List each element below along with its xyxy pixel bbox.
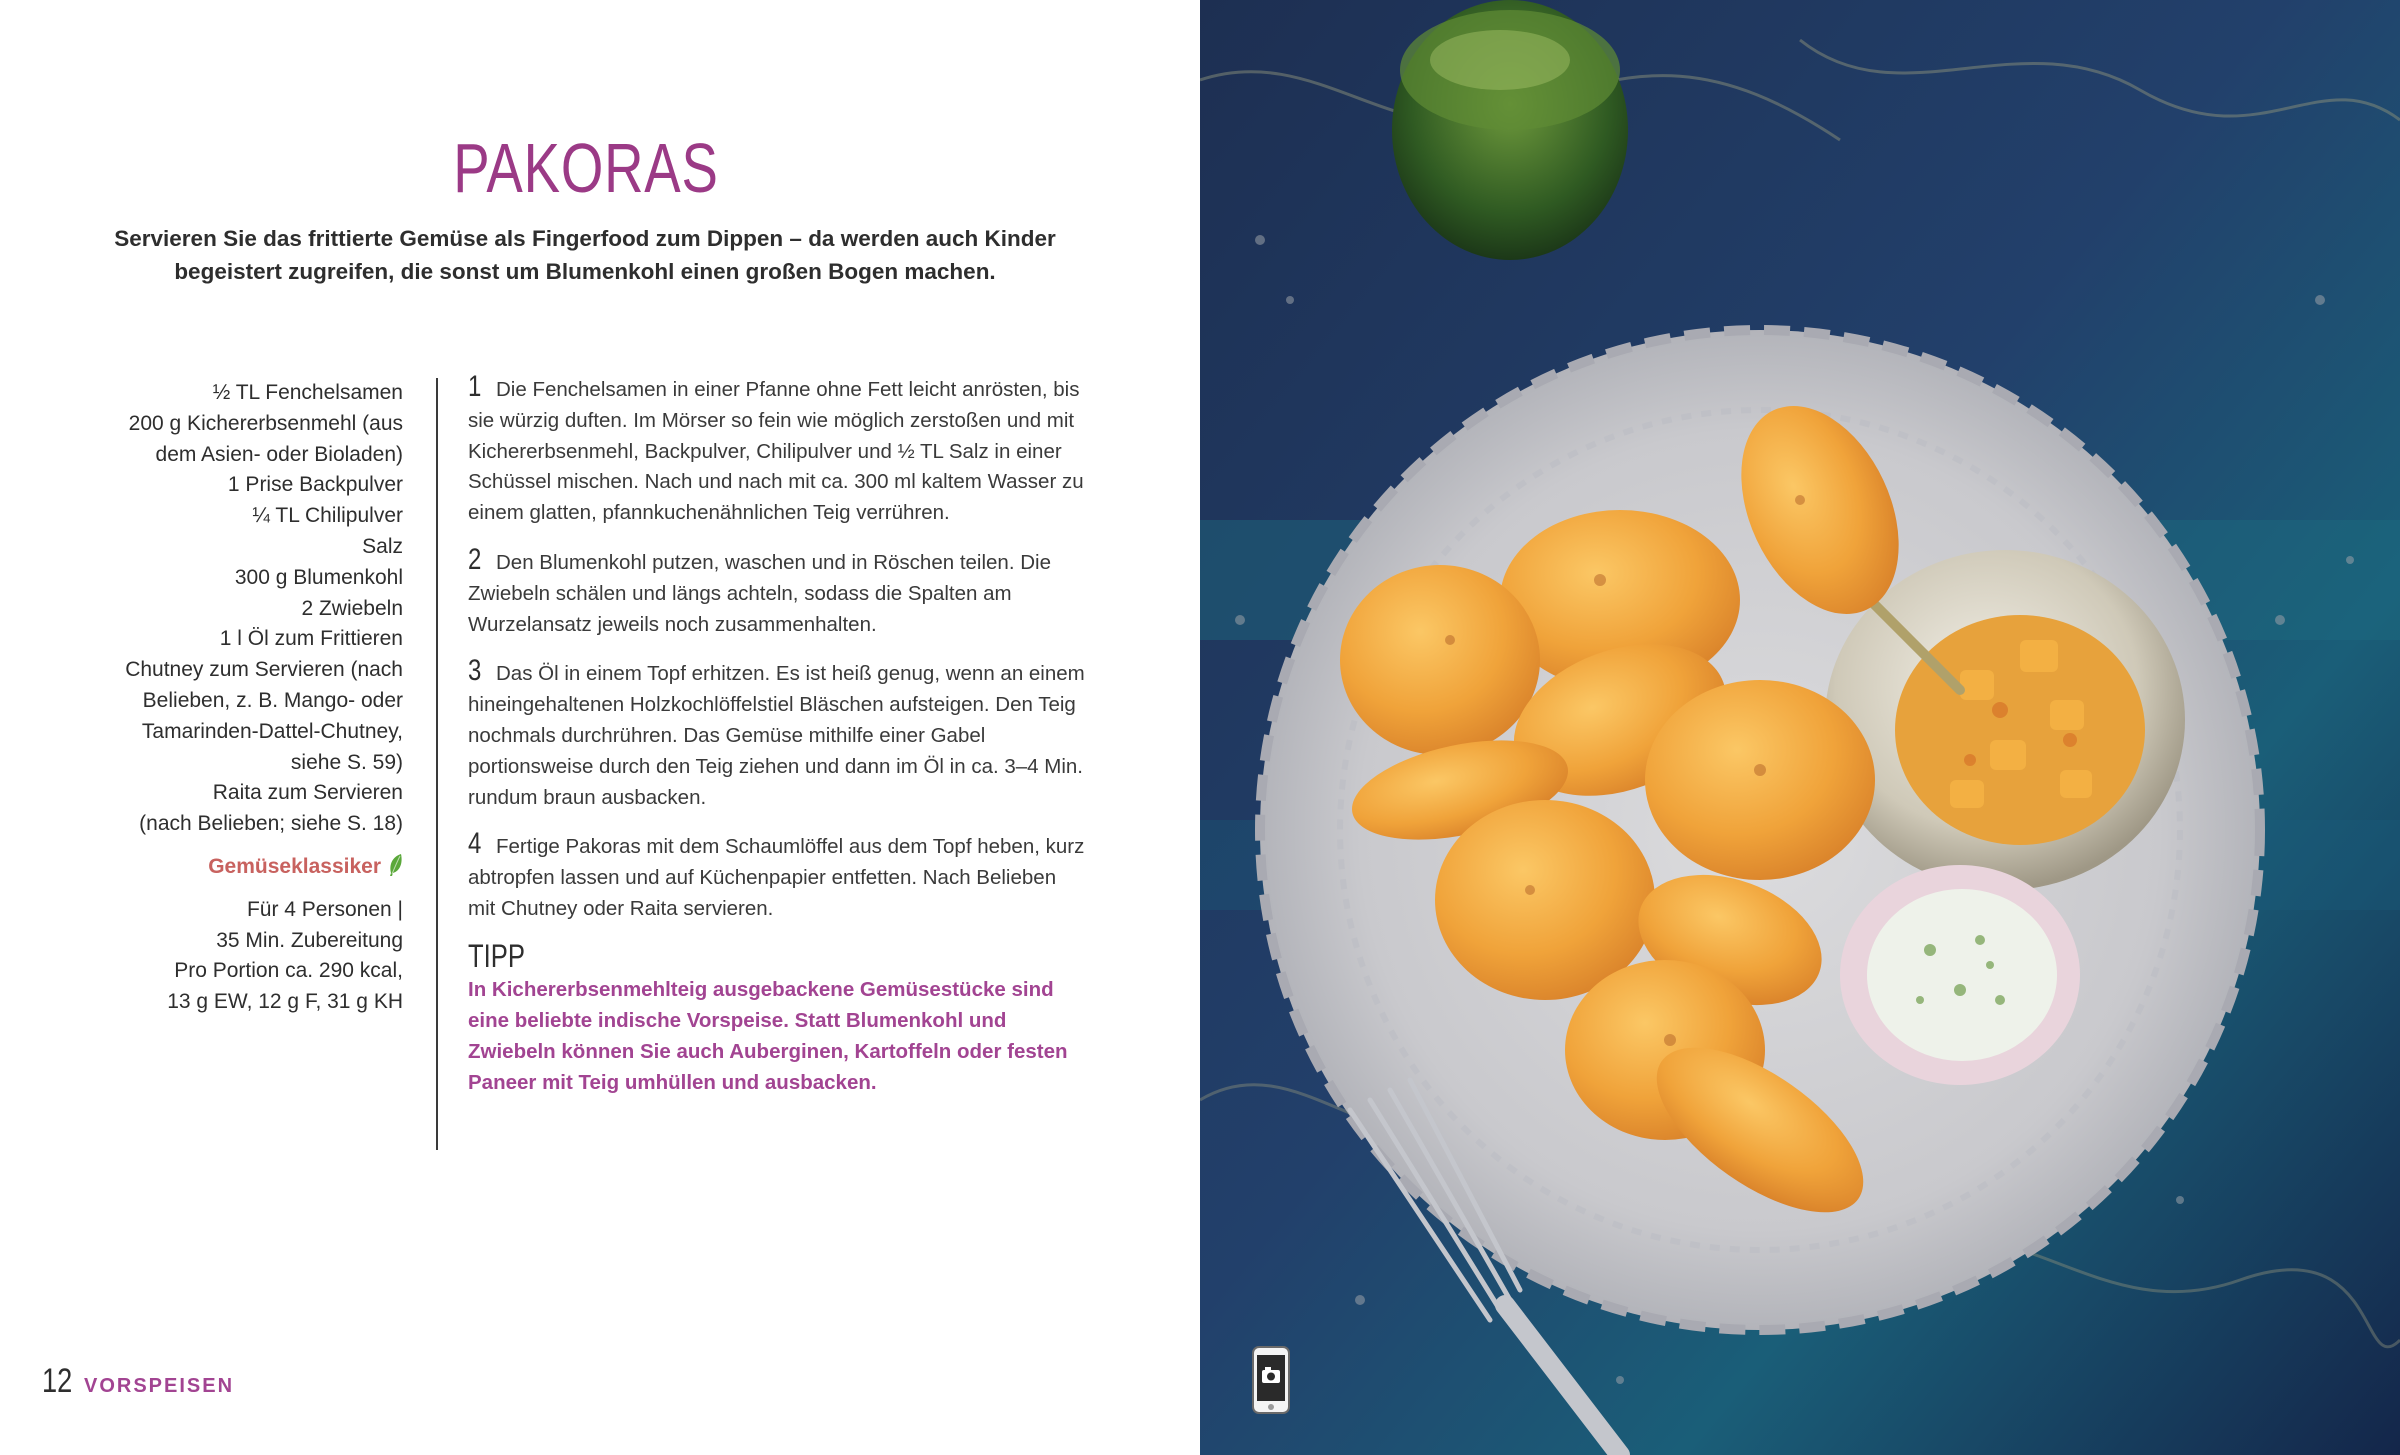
recipe-meta <box>90 895 403 1018</box>
column-divider <box>436 378 438 1150</box>
ingredient-line: 200 g Kichererbsenmehl (aus <box>128 411 403 435</box>
tip-text: In Kichererbsenmehlteig ausgebackene Gemüsestücke sind eine beliebte indische Vorspeise. Statt Blumenkohl und Zwiebeln können Sie auch Auberginen, Kartoffeln oder festen Paneer mit Teig umhüllen und ausbacken. <box>468 977 1068 1094</box>
tip-title: TIPP <box>468 937 525 974</box>
ingredient-line: ½ TL Fenchelsamen <box>212 381 403 404</box>
ingredient-line: Tamarinden-Dattel-Chutney, <box>141 719 403 743</box>
category-tag <box>90 852 403 883</box>
step-3 <box>468 656 1088 813</box>
ingredient-line: ¼ TL Chilipulver <box>252 504 403 528</box>
meta-line: 35 Min. Zubereitung <box>216 928 403 952</box>
step-4 <box>468 829 1088 924</box>
instruction-list <box>468 372 1088 1098</box>
ingredient-line: dem Asien- oder Bioladen) <box>155 442 403 466</box>
ingredient-line: 1 Prise Backpulver <box>227 473 403 497</box>
ingredient-list <box>90 378 403 1018</box>
step-number: 1 <box>468 370 482 403</box>
food-photo-illustration <box>1200 0 2400 1455</box>
ingredient-line: Salz <box>362 534 403 558</box>
step-text: Das Öl in einem Topf erhitzen. Es ist heiß genug, wenn an einem hineingehaltenen Holzkochlöffelstiel Bläschen aufsteigen. Den Teig nochmals durchrühren. Das Gemüse mithilfe einer Gabel portionsweise durch den Teig ziehen und dann im Öl in ca. 3–4 Min. rundum braun ausbacken. <box>468 662 1085 809</box>
step-text: Fertige Pakoras mit dem Schaumlöffel aus dem Topf heben, kurz abtropfen lassen und auf Küchenpapier entfetten. Nach Belieben mit Chutney oder Raita servieren. <box>468 835 1085 920</box>
meta-line: 13 g EW, 12 g F, 31 g KH <box>167 990 403 1014</box>
ingredient-line: (nach Belieben; siehe S. 18) <box>139 812 403 836</box>
step-1 <box>468 372 1088 529</box>
ingredient-line: 1 l Öl zum Frittieren <box>219 627 403 651</box>
ingredient-line: 2 Zwiebeln <box>301 596 403 620</box>
step-number: 3 <box>468 654 482 688</box>
step-number: 4 <box>468 827 482 861</box>
ingredient-line: Raita zum Servieren <box>212 781 403 805</box>
page-number: 12 <box>42 1362 73 1400</box>
page-footer <box>42 1362 234 1401</box>
step-number: 2 <box>468 542 482 576</box>
camera-icon <box>1252 1346 1290 1414</box>
section-label: VORSPEISEN <box>84 1375 235 1397</box>
recipe-intro: Servieren Sie das frittierte Gemüse als Fingerfood zum Dippen – da werden auch Kinder begeistert zugreifen, die sonst um Blumenkohl einen großen Bogen machen. <box>114 226 1056 284</box>
meta-line: Für 4 Personen | <box>246 897 403 921</box>
step-text: Die Fenchelsamen in einer Pfanne ohne Fett leicht anrösten, bis sie würzig duften. Im Mörser so fein wie möglich zerstoßen und mit Kichererbsenmehl, Backpulver, Chilipulver und ½ TL Salz in einer Schüssel mischen. Nach und nach mit ca. 300 ml kaltem Wasser zu einem glatten, pfannkuchenähnlichen Teig verrühren. <box>468 378 1084 525</box>
ingredient-line: Chutney zum Servieren (nach <box>125 658 403 682</box>
ingredient-line: siehe S. 59) <box>290 750 403 774</box>
category-tag-label: Gemüseklassiker <box>208 854 381 878</box>
ingredient-line: Belieben, z. B. Mango- oder <box>142 688 403 712</box>
meta-line: Pro Portion ca. 290 kcal, <box>174 959 403 983</box>
ingredient-line: 300 g Blumenkohl <box>234 565 403 589</box>
food-photo <box>1200 0 2400 1455</box>
step-2 <box>468 542 1088 640</box>
recipe-title: PAKORAS <box>453 129 719 207</box>
leaf-icon <box>389 853 403 877</box>
step-text: Den Blumenkohl putzen, waschen und in Röschen teilen. Die Zwiebeln schälen und längs achteln, sodass die Spalten am Wurzelansatz jeweils noch zusammenhalten. <box>468 550 1051 636</box>
